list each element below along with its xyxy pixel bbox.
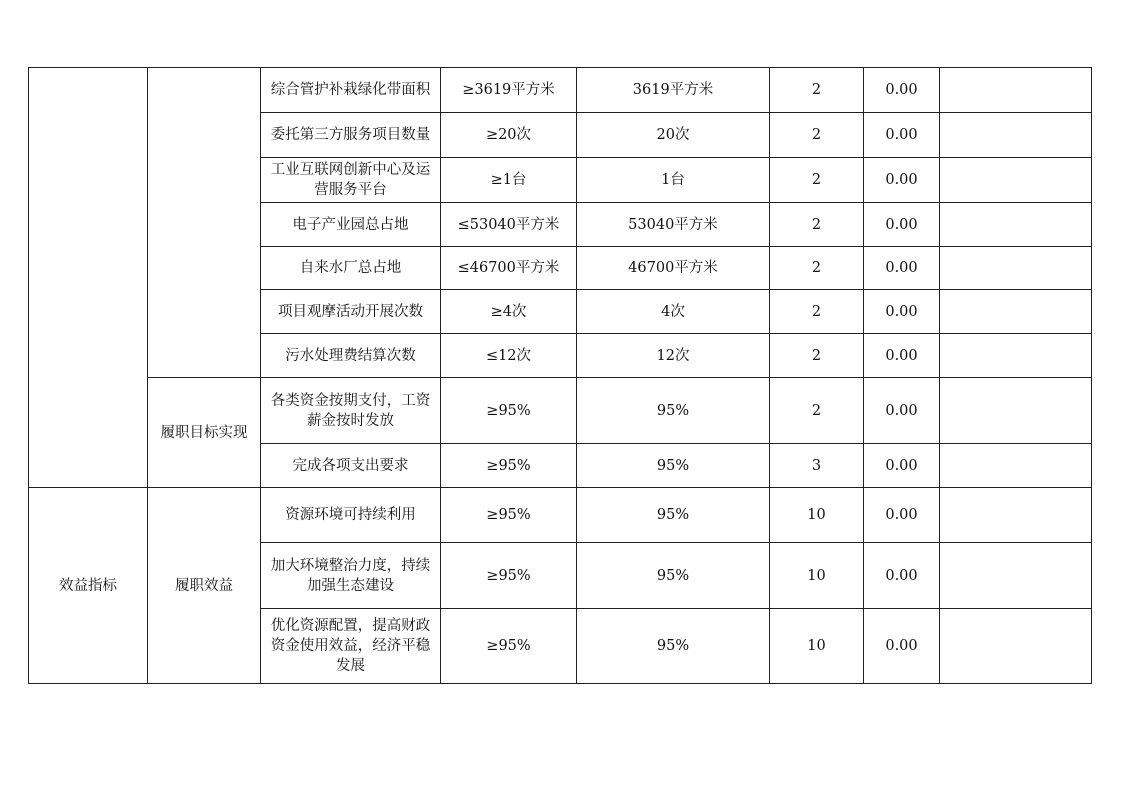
score-cell: 0.00 — [864, 378, 940, 444]
indicator-cell: 项目观摩活动开展次数 — [261, 290, 441, 334]
note-cell — [940, 290, 1092, 334]
note-cell — [940, 247, 1092, 290]
weight-cell: 2 — [770, 203, 864, 247]
target-cell: ≤12次 — [441, 334, 577, 378]
indicator-cell: 综合管护补栽绿化带面积 — [261, 68, 441, 113]
weight-cell: 10 — [770, 609, 864, 684]
indicator-cell: 污水处理费结算次数 — [261, 334, 441, 378]
note-cell — [940, 113, 1092, 158]
target-cell: ≥95% — [441, 378, 577, 444]
note-cell — [940, 444, 1092, 488]
actual-cell: 4次 — [577, 290, 770, 334]
actual-cell: 1台 — [577, 158, 770, 203]
level1-cell-benefit: 效益指标 — [29, 488, 148, 684]
level1-cell-output — [29, 68, 148, 488]
actual-cell: 95% — [577, 444, 770, 488]
weight-cell: 3 — [770, 444, 864, 488]
score-cell: 0.00 — [864, 334, 940, 378]
weight-cell: 2 — [770, 378, 864, 444]
note-cell — [940, 158, 1092, 203]
score-cell: 0.00 — [864, 68, 940, 113]
actual-cell: 95% — [577, 609, 770, 684]
weight-cell: 2 — [770, 247, 864, 290]
target-cell: ≤46700平方米 — [441, 247, 577, 290]
target-cell: ≤53040平方米 — [441, 203, 577, 247]
score-cell: 0.00 — [864, 158, 940, 203]
table-row — [29, 378, 1092, 444]
note-cell — [940, 543, 1092, 609]
score-cell: 0.00 — [864, 609, 940, 684]
table-row — [29, 488, 1092, 543]
weight-cell: 2 — [770, 290, 864, 334]
note-cell — [940, 203, 1092, 247]
indicator-cell: 资源环境可持续利用 — [261, 488, 441, 543]
weight-cell: 10 — [770, 543, 864, 609]
target-cell: ≥95% — [441, 488, 577, 543]
level2-cell-duty-benefit: 履职效益 — [148, 488, 261, 684]
indicator-cell: 加大环境整治力度，持续加强生态建设 — [261, 543, 441, 609]
note-cell — [940, 334, 1092, 378]
actual-cell: 95% — [577, 378, 770, 444]
weight-cell: 2 — [770, 113, 864, 158]
note-cell — [940, 609, 1092, 684]
indicator-cell: 委托第三方服务项目数量 — [261, 113, 441, 158]
actual-cell: 95% — [577, 488, 770, 543]
actual-cell: 53040平方米 — [577, 203, 770, 247]
actual-cell: 46700平方米 — [577, 247, 770, 290]
indicator-cell: 电子产业园总占地 — [261, 203, 441, 247]
note-cell — [940, 378, 1092, 444]
indicator-cell: 各类资金按期支付，工资薪金按时发放 — [261, 378, 441, 444]
target-cell: ≥4次 — [441, 290, 577, 334]
actual-cell: 3619平方米 — [577, 68, 770, 113]
indicator-cell: 工业互联网创新中心及运营服务平台 — [261, 158, 441, 203]
indicator-cell: 完成各项支出要求 — [261, 444, 441, 488]
score-cell: 0.00 — [864, 488, 940, 543]
score-cell: 0.00 — [864, 444, 940, 488]
note-cell — [940, 488, 1092, 543]
target-cell: ≥95% — [441, 609, 577, 684]
actual-cell: 95% — [577, 543, 770, 609]
weight-cell: 2 — [770, 334, 864, 378]
indicator-cell: 自来水厂总占地 — [261, 247, 441, 290]
target-cell: ≥3619平方米 — [441, 68, 577, 113]
score-cell: 0.00 — [864, 290, 940, 334]
level2-cell-quantity — [148, 68, 261, 378]
score-cell: 0.00 — [864, 113, 940, 158]
target-cell: ≥95% — [441, 543, 577, 609]
score-cell: 0.00 — [864, 203, 940, 247]
score-cell: 0.00 — [864, 247, 940, 290]
target-cell: ≥1台 — [441, 158, 577, 203]
table-row — [29, 68, 1092, 113]
performance-table — [28, 67, 1092, 684]
weight-cell: 2 — [770, 158, 864, 203]
weight-cell: 2 — [770, 68, 864, 113]
level2-cell-duty-target: 履职目标实现 — [148, 378, 261, 488]
score-cell: 0.00 — [864, 543, 940, 609]
actual-cell: 12次 — [577, 334, 770, 378]
target-cell: ≥95% — [441, 444, 577, 488]
target-cell: ≥20次 — [441, 113, 577, 158]
indicator-cell: 优化资源配置，提高财政资金使用效益，经济平稳发展 — [261, 609, 441, 684]
actual-cell: 20次 — [577, 113, 770, 158]
note-cell — [940, 68, 1092, 113]
weight-cell: 10 — [770, 488, 864, 543]
